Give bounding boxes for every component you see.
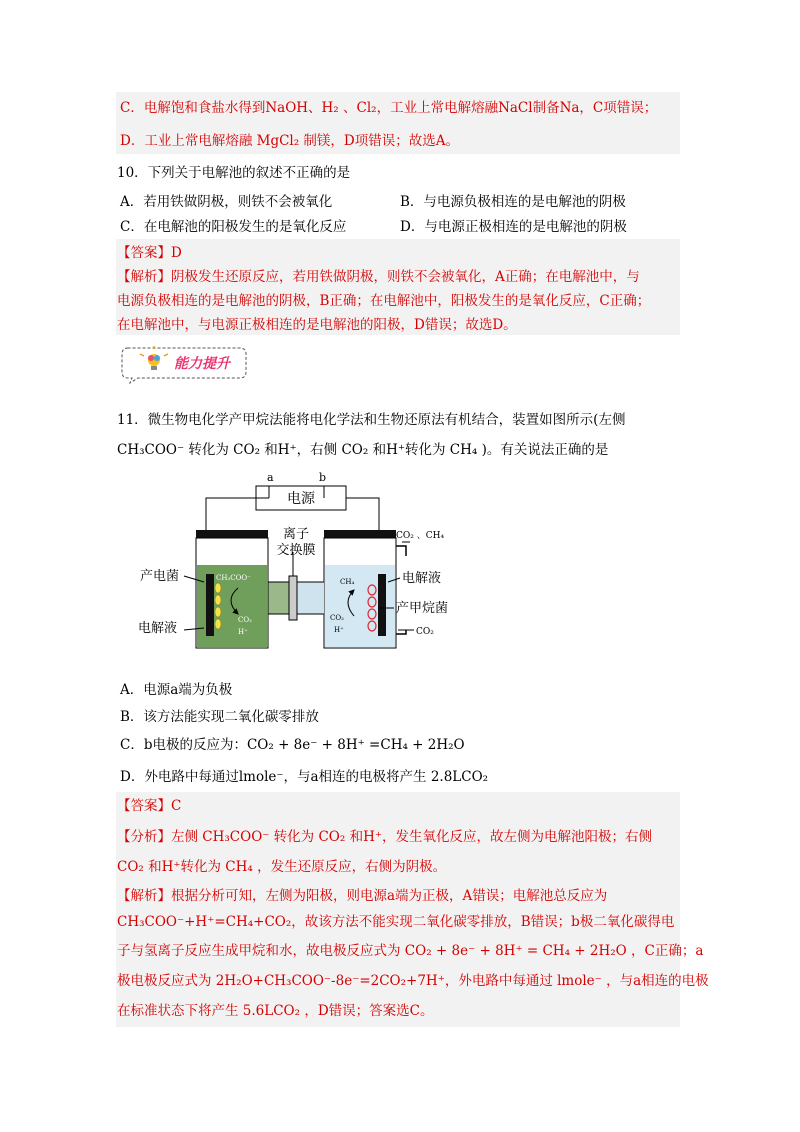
q10-option-b: B．与电源负极相连的是电解池的阴极 <box>400 194 626 210</box>
wire-b <box>346 498 379 532</box>
q11-stem-line-1: 11．微生物电化学产甲烷法能将电化学法和生物还原法有机结合，装置如图所示(左侧 <box>117 412 626 428</box>
q11-option-d: D．外电路中每通过lmole⁻，与a相连的电极将产生 2.8LCO₂ <box>120 769 489 785</box>
section-badge-label: 能力提升 <box>174 356 230 372</box>
right-ch4-label: CH₄ <box>340 578 355 586</box>
q11-analysis-2: CO₂ 和H⁺转化为 CH₄ ，发生还原反应，右侧为阴极。 <box>117 859 447 875</box>
q11-answer: 【答案】C <box>117 798 182 814</box>
q11-explanation-5: 在标准状态下将产生 5.6LCO₂ ，D错误；答案选C。 <box>117 1003 434 1019</box>
q10-explanation-2: 电源负极相连的是电解池的阴极，B正确；在电解池中，阳极发生的是氧化反应，C正确； <box>117 293 651 309</box>
q10-explanation-3: 在电解池中，与电源正极相连的是电解池的阳极，D错误；故选D。 <box>117 317 517 333</box>
membrane-label-1: 离子 <box>282 527 310 542</box>
q11-option-b: B．该方法能实现二氧化碳零排放 <box>120 709 319 725</box>
right-electrode <box>378 574 386 636</box>
terminal-a-label: a <box>267 471 274 484</box>
right-lid <box>324 530 396 538</box>
q10-option-a: A．若用铁做阴极，则铁不会被氧化 <box>120 194 333 210</box>
q10-answer: 【答案】D <box>117 245 182 261</box>
right-h-label: H⁺ <box>334 626 344 634</box>
q11-option-c: C．b电极的反应为：CO₂ + 8e⁻ + 8H⁺ =CH₄ + 2H₂O <box>120 737 465 753</box>
membrane-label-2: 交换膜 <box>276 543 316 558</box>
q11-option-a: A．电源a端为负极 <box>120 682 233 698</box>
power-supply-label: 电源 <box>287 491 315 507</box>
left-electrolyte-label: 电解液 <box>138 621 178 636</box>
prev-explanation-line-c: C．电解饱和食盐水得到NaOH、H₂ 、Cl₂，工业上常电解熔融NaCl制备Na，C项错误； <box>120 100 658 116</box>
q11-explanation-4: 极电极反应式为 2H₂O+CH₃COO⁻-8e⁻=2CO₂+7H⁺，外电路中每通过 lmole⁻ ，与a相连的电极 <box>117 973 709 989</box>
q11-explanation-3: 子与氢离子反应生成甲烷和水，故电极反应式为 CO₂ + 8e⁻ + 8H⁺ = CH₄ + 2H₂O ，C正确；a <box>117 943 704 959</box>
right-electrolyte-label: 电解液 <box>402 571 442 586</box>
q10-option-c: C．在电解池的阳极发生的是氧化反应 <box>120 219 347 235</box>
q11-explanation-1: 【解析】根据分析可知，左侧为阳极，则电源a端为正极，A错误；电解池总反应为 <box>117 888 608 904</box>
gas-outlet-label: CO₂ 、CH₄ <box>396 531 445 541</box>
prev-explanation-line-d: D．工业上常电解熔融 MgCl₂ 制镁，D项错误；故选A。 <box>120 133 460 149</box>
left-electrode <box>206 574 214 636</box>
ion-exchange-membrane <box>289 576 297 620</box>
left-acetate-label: CH₃COO⁻ <box>216 574 251 582</box>
left-bacteria-label: 产电菌 <box>140 569 180 584</box>
q10-option-d: D．与电源正极相连的是电解池的阴极 <box>400 219 627 235</box>
electrolysis-cell-diagram <box>134 470 464 660</box>
right-co2-label: CO₂ <box>330 614 344 622</box>
right-bacteria-label: 产甲烷菌 <box>396 601 449 616</box>
gas-inlet-label: CO₂ <box>416 627 434 637</box>
gas-inlet <box>396 630 406 634</box>
q11-analysis-1: 【分析】左侧 CH₃COO⁻ 转化为 CO₂ 和H⁺，发生氧化反应，故左侧为电解池阳极；右侧 <box>117 829 652 845</box>
left-lid <box>196 530 268 538</box>
left-co2-label: CO₂ <box>238 616 252 624</box>
section-badge <box>118 344 250 384</box>
terminal-b-label: b <box>319 471 327 484</box>
q10-stem: 10．下列关于电解池的叙述不正确的是 <box>117 165 351 181</box>
gas-outlet <box>396 546 406 556</box>
left-h-label: H⁺ <box>238 628 248 636</box>
q11-explanation-2: CH₃COO⁻+H⁺=CH₄+CO₂，故该方法不能实现二氧化碳零排放，B错误；b极二氧化碳得电 <box>117 914 675 930</box>
q10-explanation-1: 【解析】阴极发生还原反应，若用铁做阴极，则铁不会被氧化，A正确；在电解池中，与 <box>117 269 640 285</box>
q11-stem-line-2: CH₃COO⁻ 转化为 CO₂ 和H⁺，右侧 CO₂ 和H⁺转化为 CH₄ )。有关说法正确的是 <box>117 442 609 458</box>
